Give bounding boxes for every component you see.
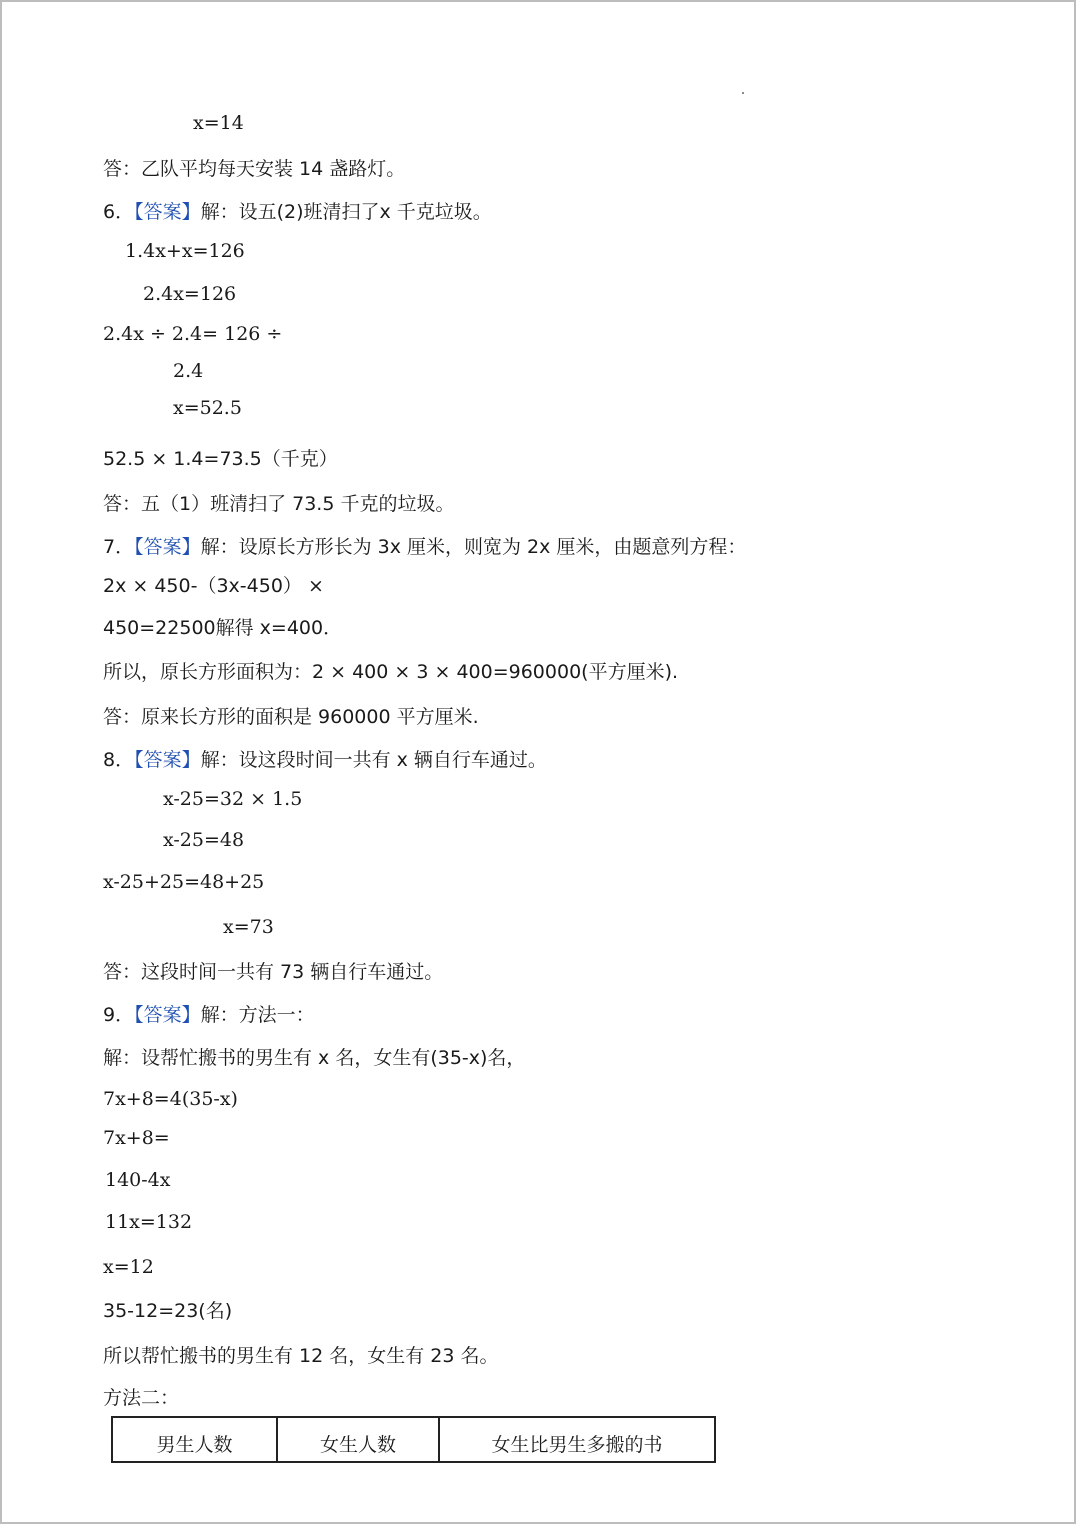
- answer-line: 所以帮忙搬书的男生有 12 名，女生有 23 名。: [103, 1345, 499, 1367]
- equation-line: 450=22500解得 x=400．: [103, 617, 343, 639]
- equation-line: x=52.5: [173, 397, 242, 419]
- equation-line: 2.4x ÷ 2.4= 126 ÷: [103, 323, 283, 345]
- question-number: 8．: [103, 749, 135, 771]
- equation-line: 11x=132: [105, 1211, 193, 1233]
- method-two-label: 方法二：: [103, 1387, 180, 1409]
- question-7-header: [103, 535, 746, 559]
- answer-tag: 【答案】: [134, 536, 201, 558]
- answer-line: 答：乙队平均每天安装 14 盏路灯。: [103, 158, 406, 180]
- equation-line: 2.4x=126: [143, 283, 237, 305]
- equation-line: 2.4: [173, 360, 204, 382]
- equation-line: x-25+25=48+25: [103, 871, 265, 893]
- question-9-header: [103, 1003, 315, 1027]
- question-8-header: [103, 748, 547, 772]
- answer-line: 答：这段时间一共有 73 辆自行车通过。: [103, 961, 444, 983]
- question-number: 6．: [103, 201, 135, 223]
- question-6-header: [103, 200, 492, 224]
- solution-line: 解：设帮忙搬书的男生有 x 名，女生有(35-x)名，: [103, 1047, 526, 1069]
- question-text: 解：设这段时间一共有 x 辆自行车通过。: [200, 749, 547, 771]
- answer-tag: 【答案】: [134, 749, 201, 771]
- equation-line: x=73: [223, 916, 274, 938]
- equation-line: x-25=48: [163, 829, 245, 851]
- calculation-line: 所以，原长方形面积为：2 × 400 × 3 × 400=960000(平方厘米).: [103, 661, 679, 683]
- equation-line: 140-4x: [105, 1169, 171, 1191]
- question-number: 9．: [103, 1004, 135, 1026]
- answer-tag: 【答案】: [134, 1004, 201, 1026]
- answer-tag: 【答案】: [134, 201, 201, 223]
- answer-line: 答：原来长方形的面积是 960000 平方厘米.: [103, 706, 479, 728]
- calculation-line: 35-12=23(名): [103, 1300, 233, 1322]
- method-two-table: [111, 1416, 716, 1463]
- table-header-row: [112, 1417, 715, 1462]
- question-text: 解：设原长方形长为 3x 厘米，则宽为 2x 厘米，由题意列方程：: [200, 536, 747, 558]
- scan-speck: [742, 92, 744, 94]
- equation-line: 2x × 450-（3x-450） ×: [103, 575, 324, 597]
- question-text: 解：设五(2)班清扫了x 千克垃圾。: [200, 201, 492, 223]
- equation-line: x-25=32 × 1.5: [163, 788, 303, 810]
- table-header-cell: 男生人数: [112, 1417, 277, 1462]
- answer-line: 答：五（1）班清扫了 73.5 千克的垃圾。: [103, 493, 455, 515]
- equation-line: 1.4x+x=126: [125, 240, 245, 262]
- equation-line: 7x+8=: [103, 1127, 170, 1149]
- table-header-cell: 女生人数: [277, 1417, 439, 1462]
- question-text: 解：方法一：: [200, 1004, 315, 1026]
- table-header-cell: 女生比男生多搬的书: [439, 1417, 715, 1462]
- question-number: 7．: [103, 536, 135, 558]
- equation-line: x=14: [193, 112, 244, 134]
- calculation-line: 52.5 × 1.4=73.5（千克）: [103, 448, 338, 470]
- equation-line: 7x+8=4(35-x): [103, 1088, 238, 1110]
- equation-line: x=12: [103, 1256, 154, 1278]
